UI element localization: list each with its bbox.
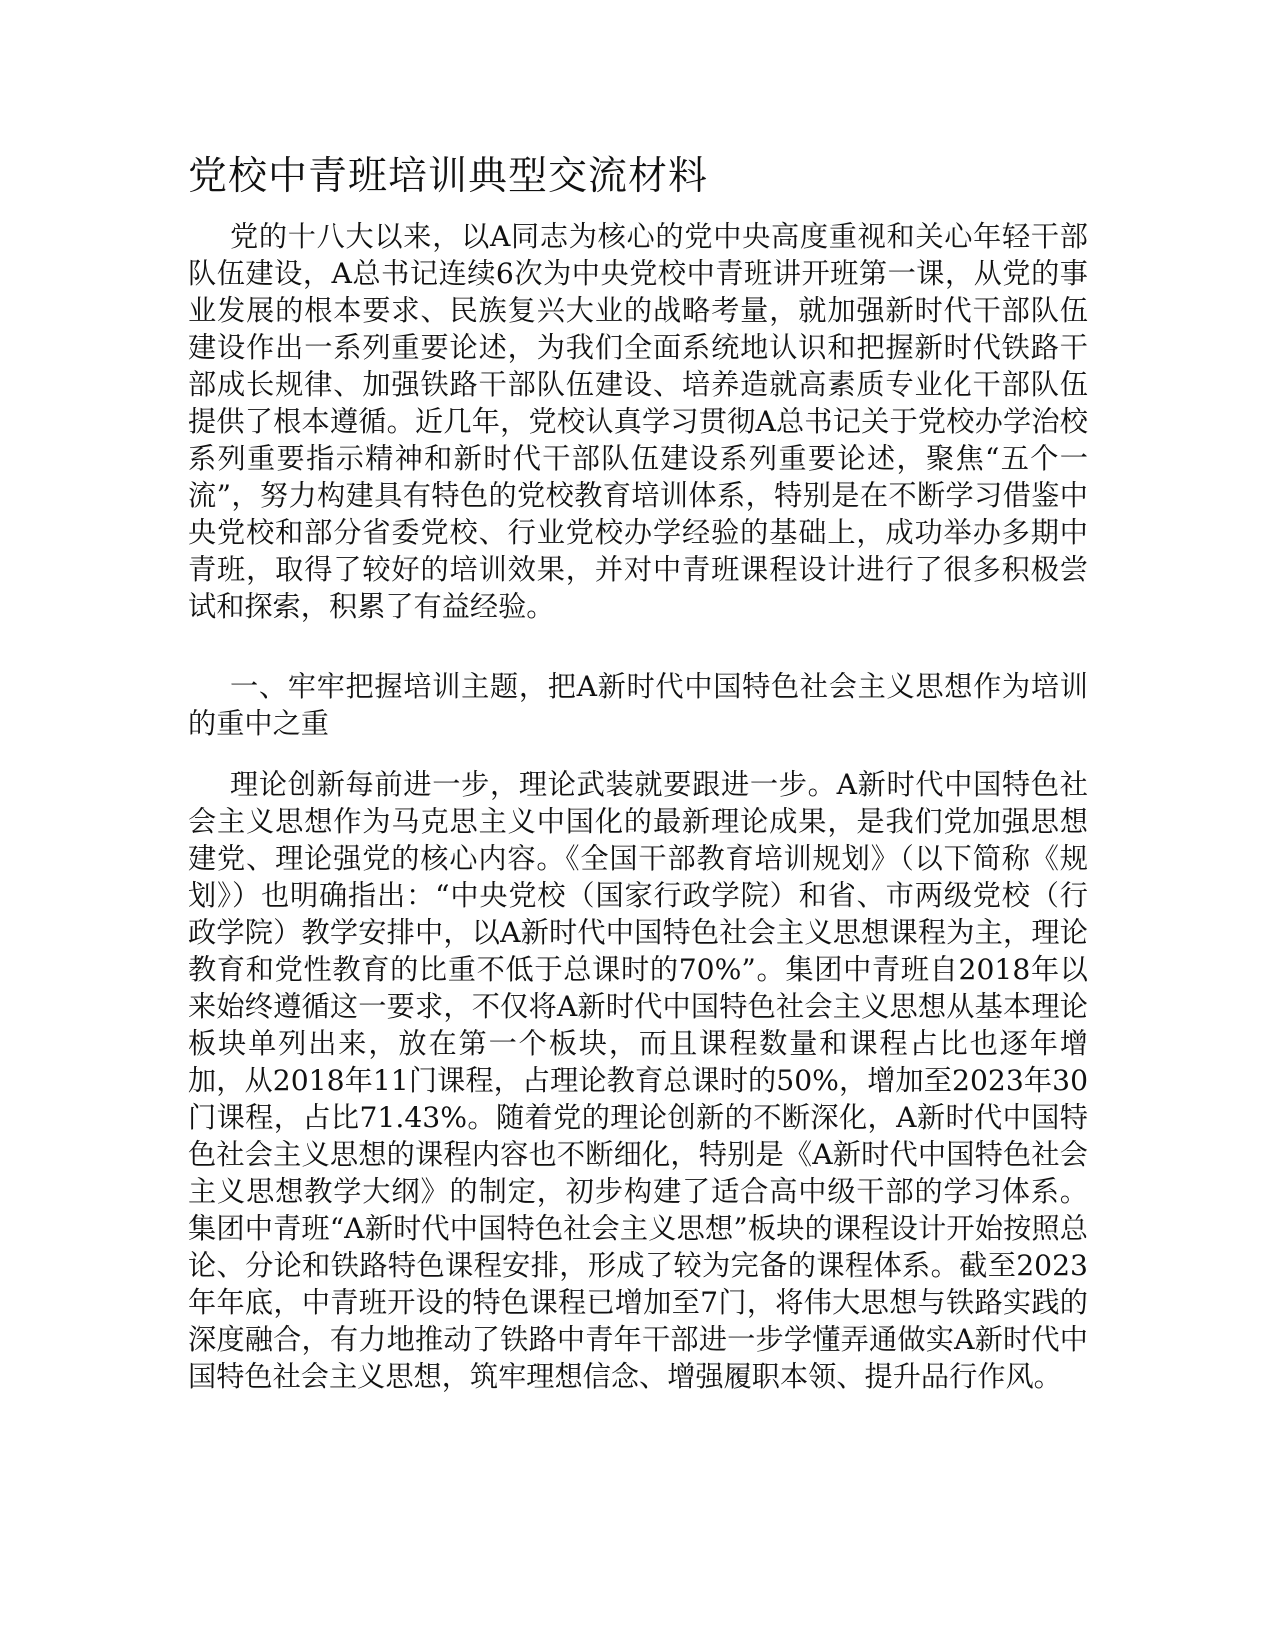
paragraph-section-1-body: 理论创新每前进一步，理论武装就要跟进一步。A新时代中国特色社会主义思想作为马克思主义中国化的最新理论成果，是我们党加强思想建党、理论强党的核心内容。《全国干部教育培训规划》（以下简称《规划》）也明确指出：“中央党校（国家行政学院）和省、市两级党校（行政学院）教学安排中，以A新时代中国特色社会主义思想课程为主，理论教育和党性教育的比重不低于总课时的70%”。集团中青班自2018年以来始终遵循这一要求，不仅将A新时代中国特色社会主义思想从基本理论板块单列出来，放在第一个板块，而且课程数量和课程占比也逐年增加，从2018年11门课程，占理论教育总课时的50%，增加至2023年30门课程，占比71.43%。随着党的理论创新的不断深化，A新时代中国特色社会主义思想的课程内容也不断细化，特别是《A新时代中国特色社会主义思想教学大纲》的制定，初步构建了适合高中级干部的学习体系。集团中青班“A新时代中国特色社会主义思想”板块的课程设计开始按照总论、分论和铁路特色课程安排，形成了较为完备的课程体系。截至2023年年底，中青班开设的特色课程已增加至7门，将伟大思想与铁路实践的深度融合，有力地推动了铁路中青年干部进一步学懂弄通做实A新时代中国特色社会主义思想，筑牢理想信念、增强履职本领、提升品行作风。: [188, 768, 1088, 1393]
document-title: 党校中青班培训典型交流材料: [188, 154, 709, 199]
section-heading-1: 一、牢牢把握培训主题，把A新时代中国特色社会主义思想作为培训的重中之重: [188, 670, 1088, 740]
paragraph-introduction: 党的十八大以来，以A同志为核心的党中央高度重视和关心年轻干部队伍建设，A总书记连续6次为中央党校中青班讲开班第一课，从党的事业发展的根本要求、民族复兴大业的战略考量，就加强新时代干部队伍建设作出一系列重要论述，为我们全面系统地认识和把握新时代铁路干部成长规律、加强铁路干部队伍建设、培养造就高素质专业化干部队伍提供了根本遵循。近几年，党校认真学习贯彻A总书记关于党校办学治校系列重要指示精神和新时代干部队伍建设系列重要论述，聚焦“五个一流”，努力构建具有特色的党校教育培训体系，特别是在不断学习借鉴中央党校和部分省委党校、行业党校办学经验的基础上，成功举办多期中青班，取得了较好的培训效果，并对中青班课程设计进行了很多积极尝试和探索，积累了有益经验。: [188, 220, 1088, 623]
